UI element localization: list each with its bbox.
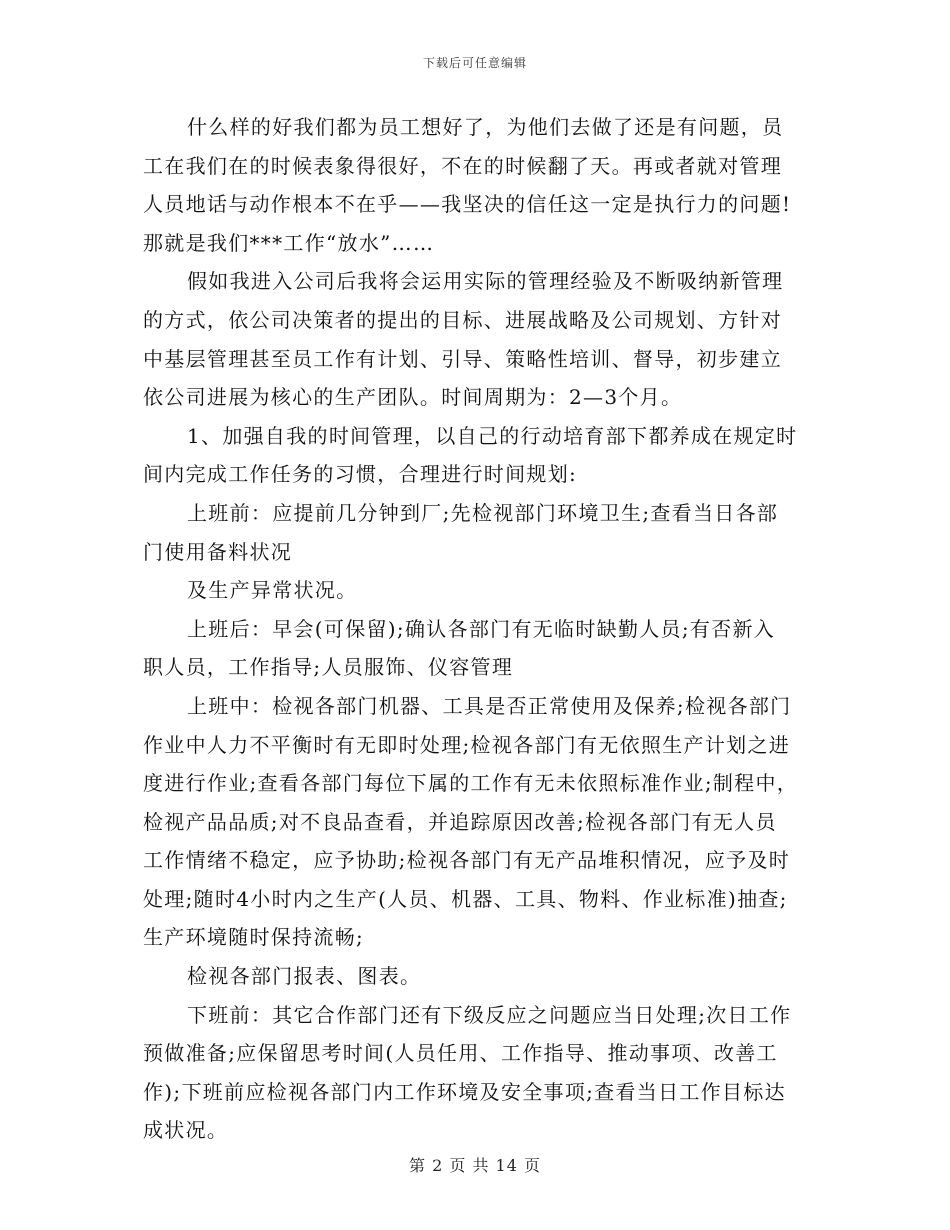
text-line: 那就是我们***工作“放水”…… bbox=[143, 230, 435, 255]
text-line: 假如我进入公司后我将会运用实际的管理经验及不断吸纳新管理 bbox=[187, 269, 784, 294]
text-line: 下班前：其它合作部门还有下级反应之问题应当日处理;次日工作 bbox=[187, 1002, 792, 1027]
text-line: 度进行作业;查看各部门每位下属的工作有无未依照标准作业;制程中， bbox=[143, 771, 799, 796]
text-line: 检视各部门报表、图表。 bbox=[187, 964, 422, 989]
text-line: 作业中人力不平衡时有无即时处理;检视各部门有无依照生产计划之进 bbox=[143, 732, 791, 757]
text-line: 门使用备料状况 bbox=[143, 539, 293, 564]
text-line: 上班前：应提前几分钟到厂;先检视部门环境卫生;查看当日各部 bbox=[187, 500, 779, 525]
text-line: 1、加强自我的时间管理，以自己的行动培育部下都养成在规定时 bbox=[187, 423, 798, 448]
text-line: 人员地话与动作根本不在乎——我坚决的信任这一定是执行力的问题! bbox=[143, 192, 792, 217]
text-line: 工作情绪不稳定，应予协助;检视各部门有无产品堆积情况，应予及时 bbox=[143, 848, 791, 873]
text-line: 及生产异常状况。 bbox=[187, 578, 358, 603]
text-line: 生产环境随时保持流畅; bbox=[143, 925, 365, 950]
text-line: 的方式，依公司决策者的提出的目标、进展战略及公司规划、方针对 bbox=[143, 307, 782, 332]
text-line: 职人员，工作指导;人员服饰、仪容管理 bbox=[143, 655, 514, 680]
text-line: 工在我们在的时候表象得很好，不在的时候翻了天。再或者就对管理 bbox=[143, 153, 782, 178]
document-body bbox=[143, 108, 807, 1150]
text-line: 中基层管理甚至员工作有计划、引导、策略性培训、督导，初步建立 bbox=[143, 346, 782, 371]
text-line: 预做准备;应保留思考时间(人员任用、工作指导、推动事项、改善工 bbox=[143, 1041, 778, 1066]
text-line: 什么样的好我们都为员工想好了，为他们去做了还是有问题，员 bbox=[187, 115, 784, 139]
text-line: 依公司进展为核心的生产团队。时间周期为：2—3个月。 bbox=[143, 385, 683, 410]
text-line: 上班后：早会(可保留);确认各部门有无临时缺勤人员;有否新入 bbox=[187, 616, 776, 641]
page-header: 下载后可任意编辑 bbox=[422, 56, 527, 70]
text-line: 上班中：检视各部门机器、工具是否正常使用及保养;检视各部门 bbox=[187, 693, 792, 718]
text-line: 作);下班前应检视各部门内工作环境及安全事项;查看当日工作目标达 bbox=[143, 1079, 786, 1104]
text-line: 处理;随时4小时内之生产(人员、机器、工具、物料、作业标准)抽查; bbox=[143, 886, 788, 911]
text-line: 间内完成工作任务的习惯，合理进行时间规划: bbox=[143, 462, 578, 487]
text-line: 检视产品品质;对不良品查看，并追踪原因改善;检视各部门有无人员 bbox=[143, 809, 777, 834]
text-line: 成状况。 bbox=[143, 1118, 229, 1143]
page-number: 第 2 页 共 14 页 bbox=[409, 1156, 541, 1175]
